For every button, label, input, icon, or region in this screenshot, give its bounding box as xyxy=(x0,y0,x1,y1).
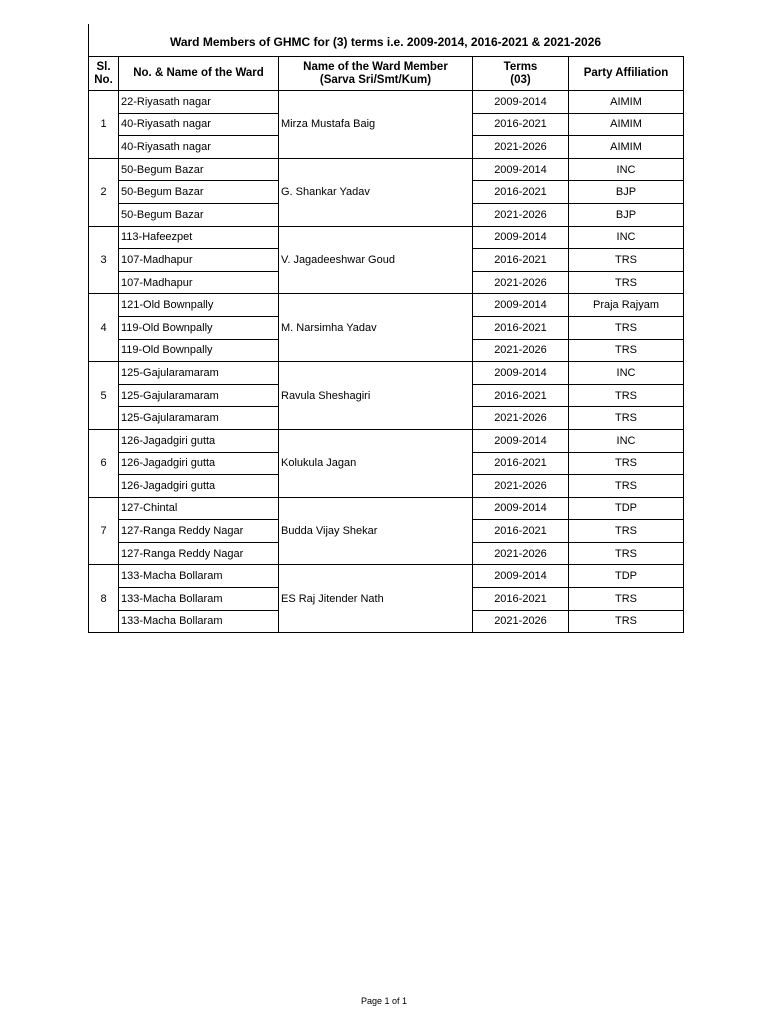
party-cell: TRS xyxy=(569,384,684,407)
member-name-cell: V. Jagadeeshwar Goud xyxy=(279,226,473,294)
party-cell: AIMIM xyxy=(569,113,684,136)
term-cell: 2009-2014 xyxy=(473,497,569,520)
term-cell: 2009-2014 xyxy=(473,294,569,317)
term-cell: 2021-2026 xyxy=(473,203,569,226)
ward-cell: 126-Jagadgiri gutta xyxy=(119,429,279,452)
term-cell: 2021-2026 xyxy=(473,610,569,633)
term-cell: 2009-2014 xyxy=(473,362,569,385)
ward-cell: 40-Riyasath nagar xyxy=(119,136,279,159)
term-cell: 2021-2026 xyxy=(473,542,569,565)
table-row xyxy=(89,429,684,452)
term-cell: 2021-2026 xyxy=(473,475,569,498)
ward-cell: 50-Begum Bazar xyxy=(119,158,279,181)
ward-cell: 125-Gajularamaram xyxy=(119,362,279,385)
party-cell: AIMIM xyxy=(569,91,684,114)
ward-cell: 50-Begum Bazar xyxy=(119,181,279,204)
header-sl-line2: No. xyxy=(94,73,113,86)
header-ward: No. & Name of the Ward xyxy=(119,57,279,91)
party-cell: TRS xyxy=(569,339,684,362)
ward-cell: 127-Ranga Reddy Nagar xyxy=(119,520,279,543)
party-cell: TRS xyxy=(569,452,684,475)
party-cell: TRS xyxy=(569,520,684,543)
ward-cell: 127-Chintal xyxy=(119,497,279,520)
party-cell: TRS xyxy=(569,271,684,294)
ward-cell: 133-Macha Bollaram xyxy=(119,565,279,588)
ward-cell: 119-Old Bownpally xyxy=(119,339,279,362)
ward-cell: 22-Riyasath nagar xyxy=(119,91,279,114)
ward-cell: 119-Old Bownpally xyxy=(119,316,279,339)
table-row xyxy=(89,362,684,385)
sl-no-cell: 6 xyxy=(89,429,119,497)
member-name-cell: M. Narsimha Yadav xyxy=(279,294,473,362)
term-cell: 2016-2021 xyxy=(473,384,569,407)
table-body xyxy=(89,91,684,633)
header-party: Party Affiliation xyxy=(569,57,684,91)
header-member-line2: (Sarva Sri/Smt/Kum) xyxy=(319,73,432,86)
ward-cell: 50-Begum Bazar xyxy=(119,203,279,226)
ward-cell: 133-Macha Bollaram xyxy=(119,610,279,633)
page-footer: Page 1 of 1 xyxy=(360,996,408,1006)
member-name-cell: ES Raj Jitender Nath xyxy=(279,565,473,633)
party-cell: TRS xyxy=(569,249,684,272)
term-cell: 2021-2026 xyxy=(473,407,569,430)
party-cell: TRS xyxy=(569,610,684,633)
party-cell: TRS xyxy=(569,316,684,339)
term-cell: 2009-2014 xyxy=(473,429,569,452)
ward-cell: 107-Madhapur xyxy=(119,271,279,294)
party-cell: TDP xyxy=(569,565,684,588)
sl-no-cell: 3 xyxy=(89,226,119,294)
member-name-cell: Budda Vijay Shekar xyxy=(279,497,473,565)
ward-cell: 113-Hafeezpet xyxy=(119,226,279,249)
header-terms-line2: (03) xyxy=(510,73,531,86)
table-row xyxy=(89,226,684,249)
member-name-cell: Kolukula Jagan xyxy=(279,429,473,497)
sl-no-cell: 5 xyxy=(89,362,119,430)
term-cell: 2016-2021 xyxy=(473,113,569,136)
header-sl-no xyxy=(89,57,119,91)
table-header-row xyxy=(89,57,684,91)
header-terms-line1: Terms xyxy=(503,60,538,73)
term-cell: 2016-2021 xyxy=(473,181,569,204)
sl-no-cell: 8 xyxy=(89,565,119,633)
term-cell: 2009-2014 xyxy=(473,158,569,181)
party-cell: INC xyxy=(569,429,684,452)
ward-cell: 107-Madhapur xyxy=(119,249,279,272)
party-cell: TRS xyxy=(569,475,684,498)
ward-cell: 125-Gajularamaram xyxy=(119,384,279,407)
party-cell: AIMIM xyxy=(569,136,684,159)
document-title: Ward Members of GHMC for (3) terms i.e. 2009-2014, 2016-2021 & 2021-2026 xyxy=(169,35,602,49)
header-terms xyxy=(473,57,569,91)
party-cell: BJP xyxy=(569,181,684,204)
table-row xyxy=(89,294,684,317)
sl-no-cell: 1 xyxy=(89,91,119,159)
ward-cell: 127-Ranga Reddy Nagar xyxy=(119,542,279,565)
term-cell: 2009-2014 xyxy=(473,226,569,249)
ward-members-table xyxy=(88,56,684,633)
ward-cell: 126-Jagadgiri gutta xyxy=(119,475,279,498)
table-row xyxy=(89,158,684,181)
ward-cell: 121-Old Bownpally xyxy=(119,294,279,317)
term-cell: 2021-2026 xyxy=(473,136,569,159)
header-sl-line1: Sl. xyxy=(96,60,111,73)
party-cell: BJP xyxy=(569,203,684,226)
party-cell: INC xyxy=(569,362,684,385)
party-cell: Praja Rajyam xyxy=(569,294,684,317)
term-cell: 2016-2021 xyxy=(473,520,569,543)
ward-cell: 126-Jagadgiri gutta xyxy=(119,452,279,475)
table-row xyxy=(89,497,684,520)
term-cell: 2016-2021 xyxy=(473,316,569,339)
term-cell: 2021-2026 xyxy=(473,271,569,294)
member-name-cell: Mirza Mustafa Baig xyxy=(279,91,473,159)
term-cell: 2016-2021 xyxy=(473,249,569,272)
party-cell: INC xyxy=(569,226,684,249)
term-cell: 2016-2021 xyxy=(473,452,569,475)
term-cell: 2016-2021 xyxy=(473,588,569,611)
member-name-cell: G. Shankar Yadav xyxy=(279,158,473,226)
term-cell: 2009-2014 xyxy=(473,91,569,114)
member-name-cell: Ravula Sheshagiri xyxy=(279,362,473,430)
header-member-line1: Name of the Ward Member xyxy=(303,60,448,73)
ward-cell: 40-Riyasath nagar xyxy=(119,113,279,136)
table-row xyxy=(89,565,684,588)
party-cell: TDP xyxy=(569,497,684,520)
term-cell: 2021-2026 xyxy=(473,339,569,362)
sl-no-cell: 4 xyxy=(89,294,119,362)
party-cell: TRS xyxy=(569,588,684,611)
term-cell: 2009-2014 xyxy=(473,565,569,588)
header-member xyxy=(279,57,473,91)
table-row xyxy=(89,91,684,114)
sl-no-cell: 2 xyxy=(89,158,119,226)
party-cell: TRS xyxy=(569,407,684,430)
party-cell: TRS xyxy=(569,542,684,565)
sl-no-cell: 7 xyxy=(89,497,119,565)
party-cell: INC xyxy=(569,158,684,181)
ward-cell: 133-Macha Bollaram xyxy=(119,588,279,611)
ward-cell: 125-Gajularamaram xyxy=(119,407,279,430)
